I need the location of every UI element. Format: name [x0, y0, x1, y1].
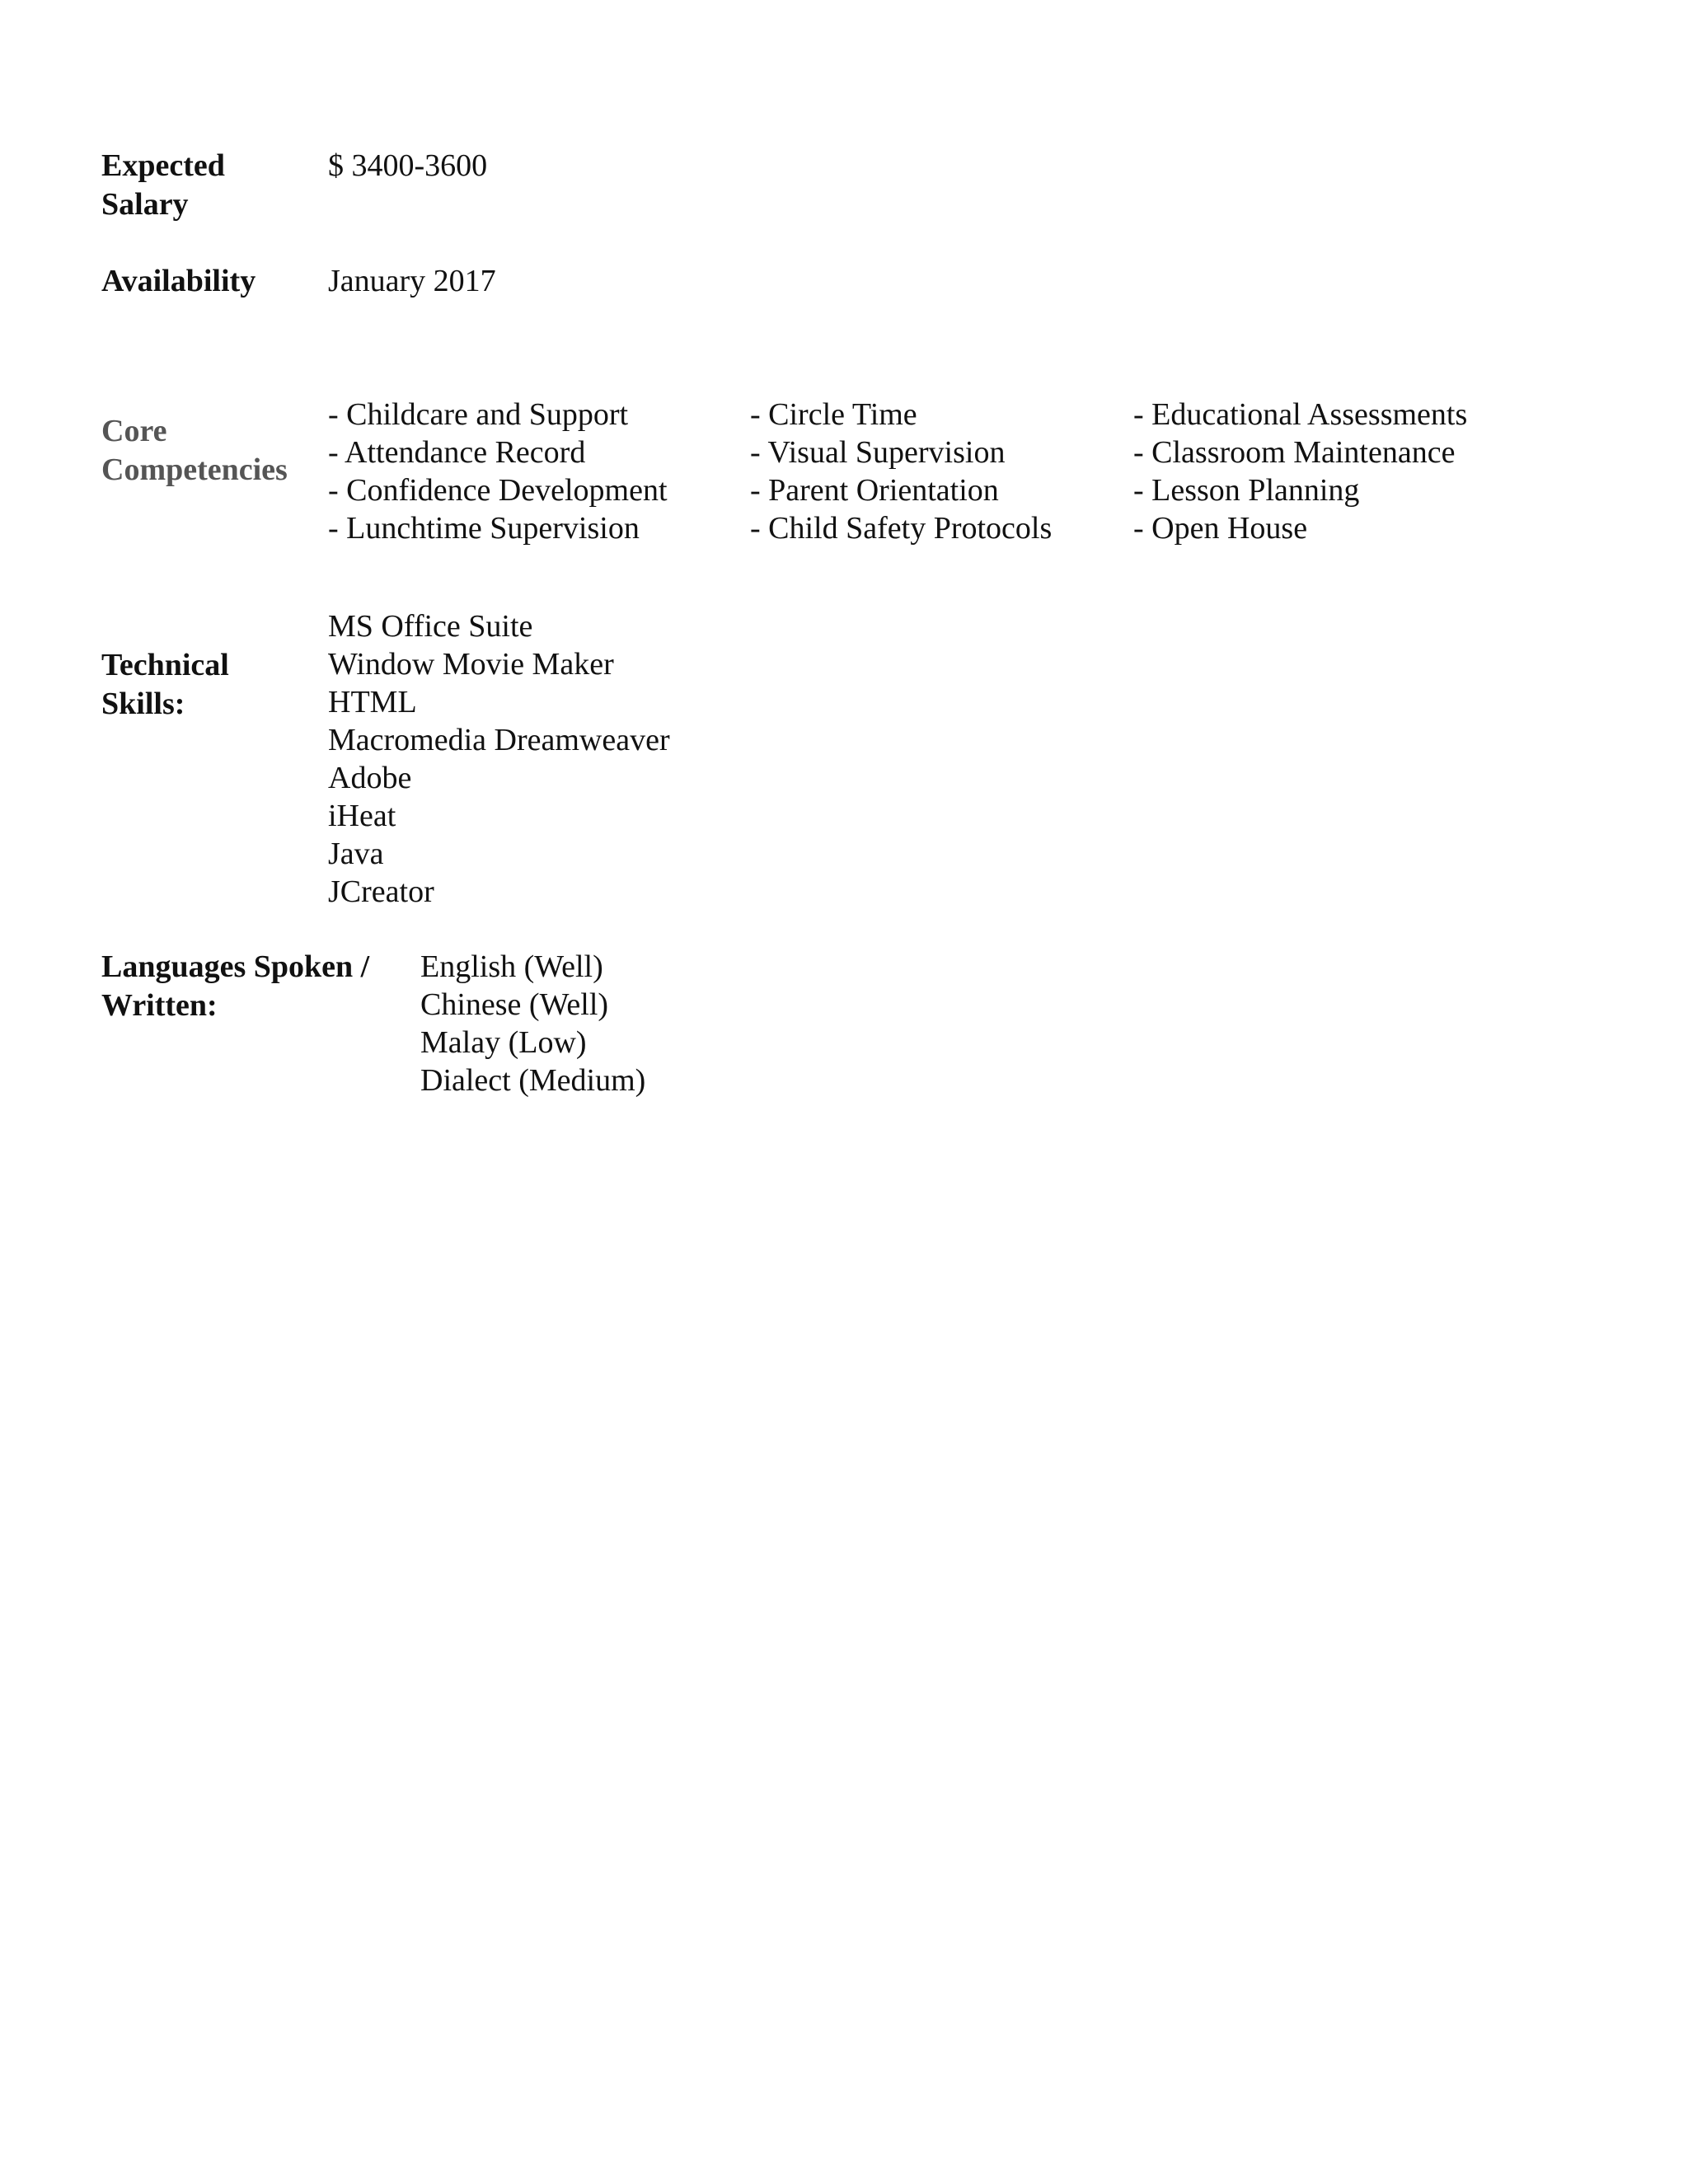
- language-item: Dialect (Medium): [420, 1063, 646, 1098]
- languages-label-line1: Languages Spoken /: [101, 949, 370, 984]
- technical-skill-item: HTML: [328, 685, 417, 719]
- competency-item: - Open House: [1133, 511, 1308, 546]
- technical-skills-label: [101, 646, 229, 724]
- competency-item: - Child Safety Protocols: [750, 511, 1053, 546]
- technical-skills-label-line1: Technical: [101, 648, 229, 682]
- technical-skill-item: Adobe: [328, 761, 412, 795]
- competencies-column-1: [328, 396, 668, 547]
- competency-item: - Educational Assessments: [1133, 397, 1468, 432]
- expected-salary-label-line2: Salary: [101, 187, 189, 222]
- availability-value: January 2017: [328, 264, 496, 298]
- competency-item: - Parent Orientation: [750, 473, 999, 508]
- competencies-column-2: [750, 396, 1052, 547]
- technical-skill-item: MS Office Suite: [328, 609, 533, 644]
- language-item: Chinese (Well): [420, 987, 609, 1022]
- competency-item: - Circle Time: [750, 397, 917, 432]
- competency-item: - Lesson Planning: [1133, 473, 1360, 508]
- technical-skill-item: Java: [328, 837, 384, 871]
- competency-item: - Childcare and Support: [328, 397, 629, 432]
- technical-skill-item: iHeat: [328, 799, 396, 833]
- core-competencies-label: [101, 412, 288, 490]
- competencies-column-3: [1133, 396, 1467, 547]
- language-item: Malay (Low): [420, 1025, 587, 1060]
- languages-label: [101, 948, 369, 1025]
- languages-list: [420, 948, 645, 1099]
- core-competencies-label-line1: Core: [101, 414, 167, 448]
- expected-salary-value: $ 3400-3600: [328, 148, 488, 183]
- competency-item: - Classroom Maintenance: [1133, 435, 1456, 470]
- technical-skills-list: [328, 607, 670, 911]
- core-competencies-label-line2: Competencies: [101, 452, 288, 487]
- expected-salary-label-line1: Expected: [101, 148, 225, 183]
- technical-skills-label-line2: Skills:: [101, 687, 185, 721]
- competency-item: - Lunchtime Supervision: [328, 511, 640, 546]
- languages-label-line2: Written:: [101, 988, 218, 1023]
- technical-skill-item: Window Movie Maker: [328, 647, 614, 682]
- technical-skill-item: Macromedia Dreamweaver: [328, 723, 670, 757]
- expected-salary-label: [101, 147, 225, 224]
- availability-label: Availability: [101, 264, 256, 298]
- competency-item: - Confidence Development: [328, 473, 668, 508]
- language-item: English (Well): [420, 949, 603, 984]
- competency-item: - Attendance Record: [328, 435, 586, 470]
- competency-item: - Visual Supervision: [750, 435, 1006, 470]
- technical-skill-item: JCreator: [328, 874, 434, 909]
